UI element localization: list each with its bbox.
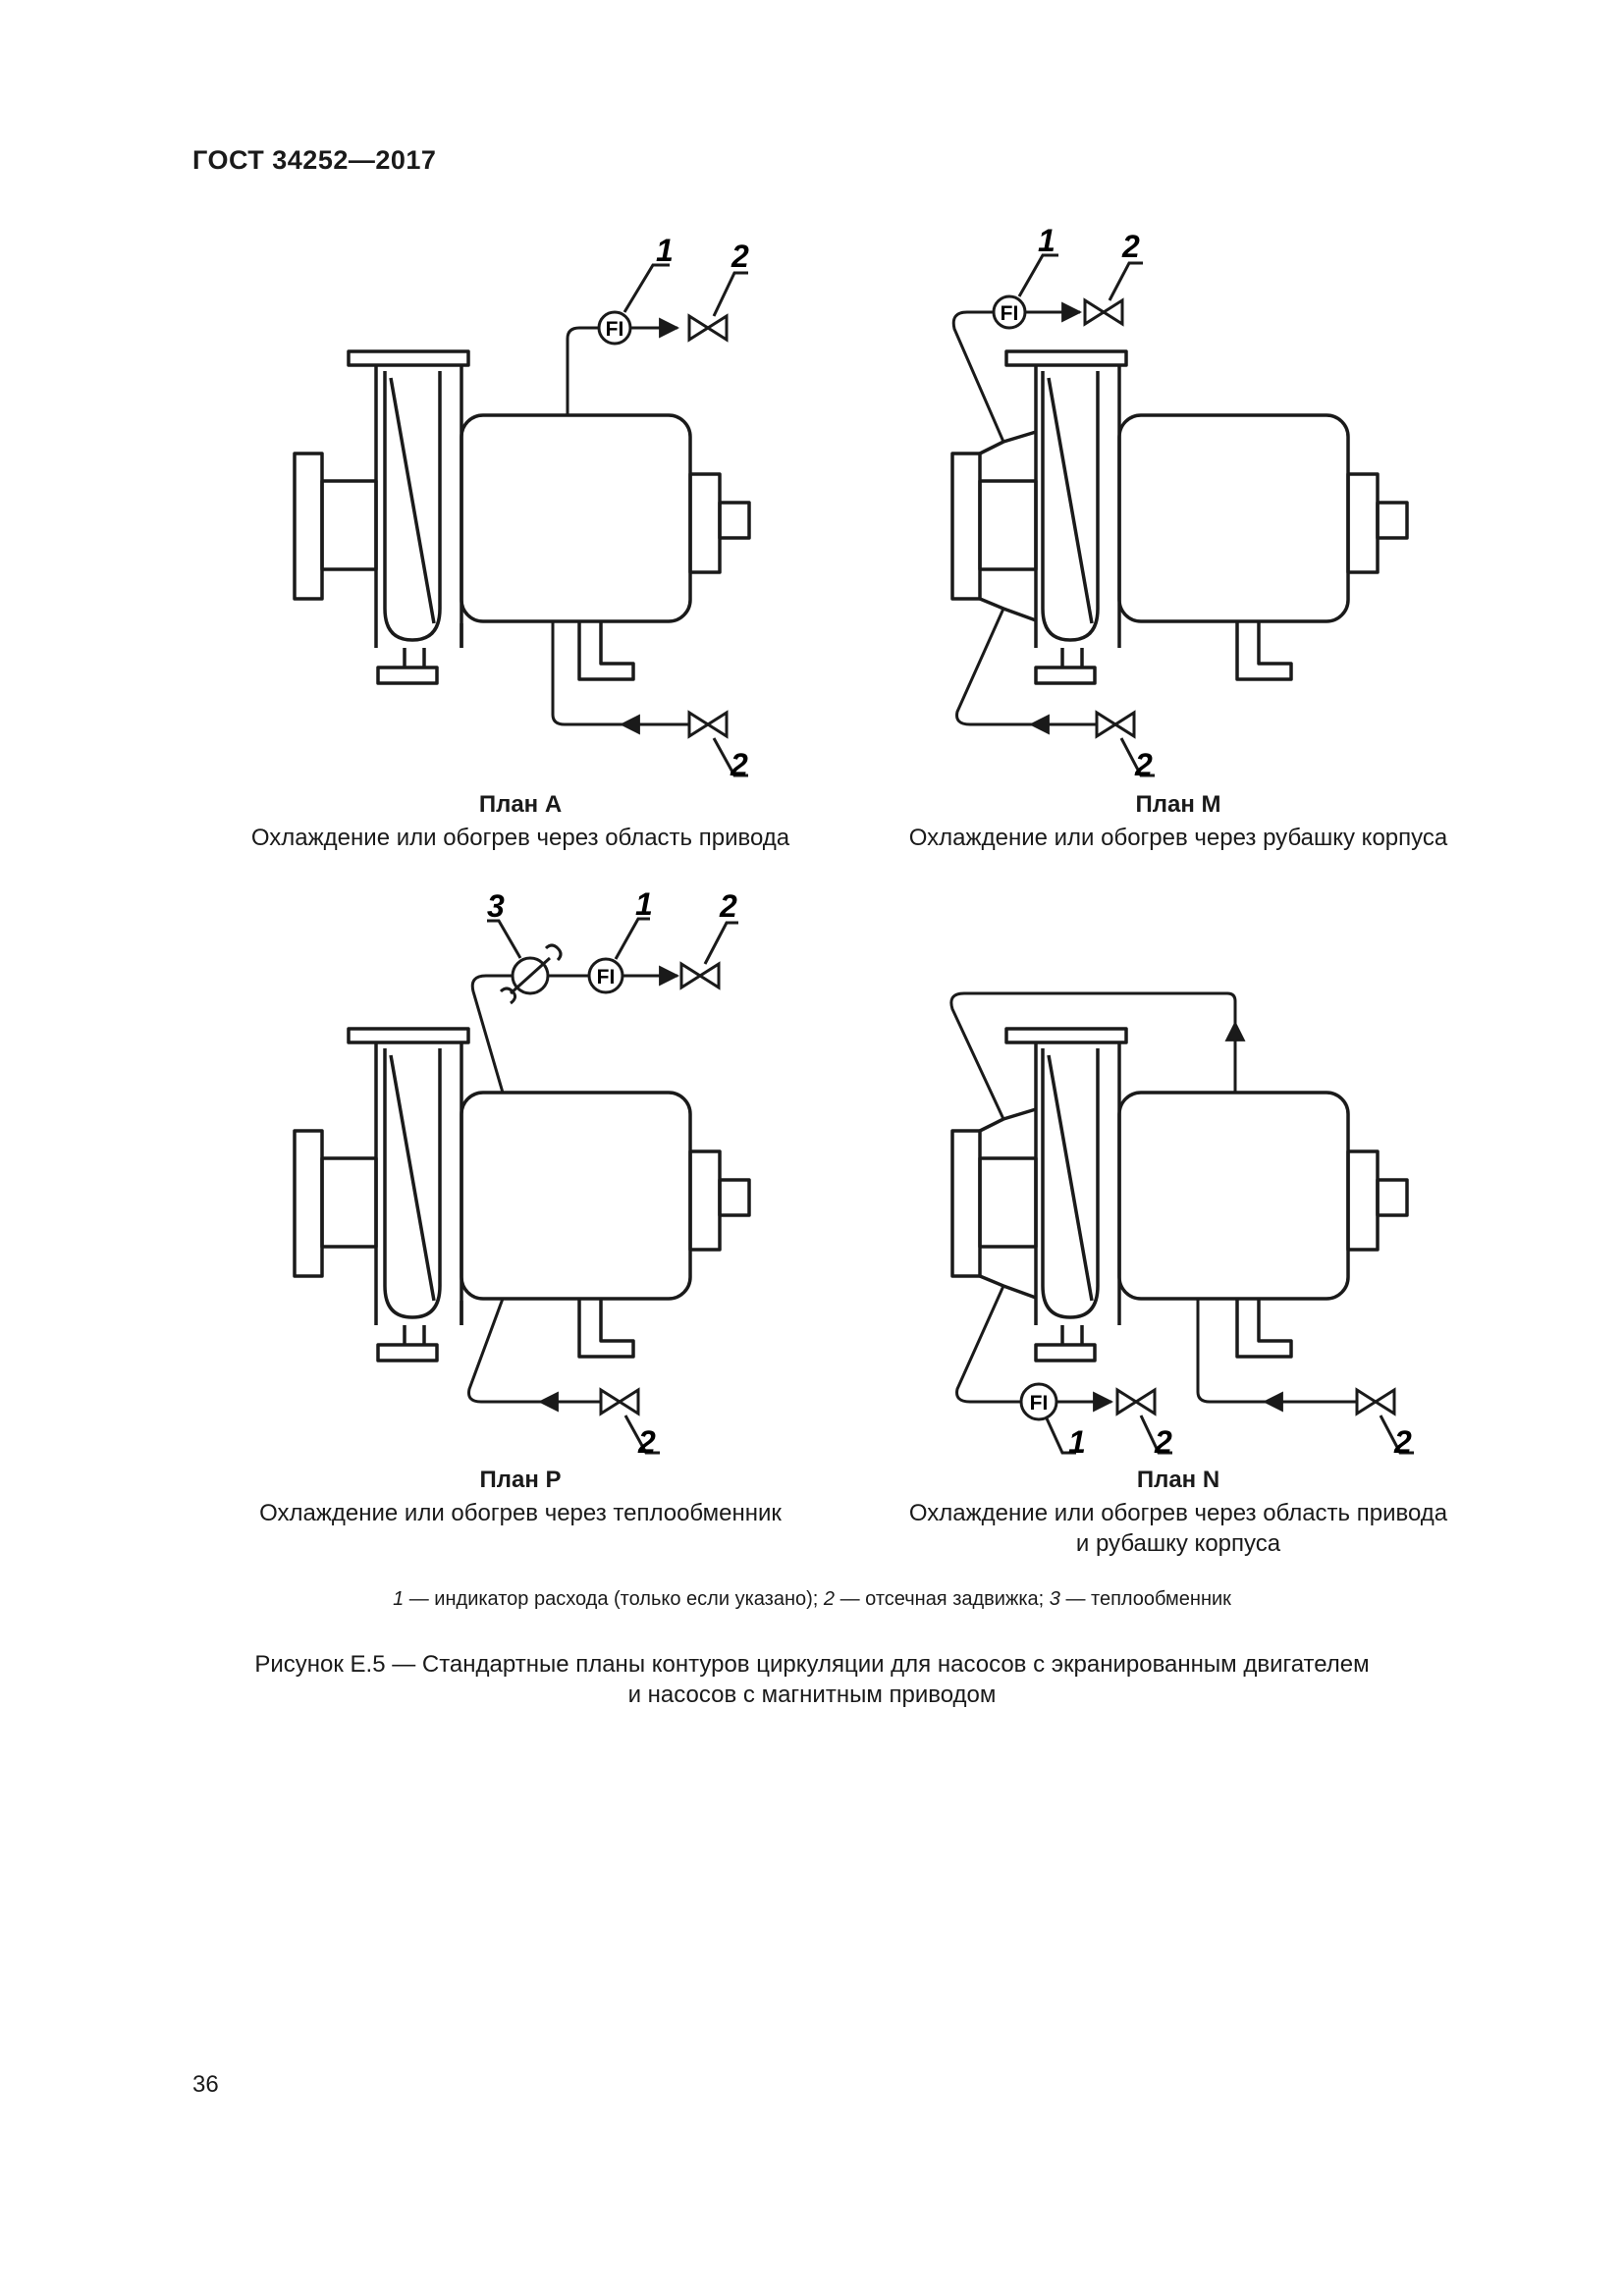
figure-caption: Рисунок Е.5 — Стандартные планы контуров циркуляции для насосов с экранированным двигателем и насосов с магнитным приводом bbox=[254, 1651, 1370, 1708]
plan-n-title: План N bbox=[1136, 1467, 1220, 1493]
legend-text-3: — теплообменник bbox=[1059, 1588, 1231, 1610]
plan-p-description: Охлаждение или обогрев через теплообменник bbox=[259, 1500, 782, 1526]
plan-a-label-2-bottom: 2 bbox=[731, 747, 748, 782]
plan-a-diagram bbox=[295, 233, 749, 782]
plan-m-label-1: 1 bbox=[1038, 223, 1056, 258]
plan-m-label-2-bottom: 2 bbox=[1135, 747, 1153, 782]
plan-a-title: План А bbox=[478, 791, 563, 818]
legend-num-3: 3 bbox=[1049, 1588, 1060, 1610]
plan-m-diagram bbox=[952, 223, 1407, 782]
flow-indicator-symbol: FI bbox=[1000, 302, 1019, 325]
legend-num-2: 2 bbox=[823, 1588, 836, 1610]
plan-a-label-1: 1 bbox=[656, 233, 674, 268]
page-number: 36 bbox=[192, 2071, 219, 2098]
plan-m-title: План М bbox=[1135, 791, 1221, 818]
legend-text-1: — индикатор расхода (только если указано); bbox=[404, 1588, 824, 1610]
plan-m-description: Охлаждение или обогрев через рубашку корпуса bbox=[908, 825, 1448, 851]
plan-p-title: План Р bbox=[479, 1467, 562, 1493]
flow-indicator-symbol: FI bbox=[596, 966, 616, 988]
figure-legend bbox=[0, 1588, 1624, 1611]
plan-n-label-1: 1 bbox=[1068, 1424, 1086, 1460]
plan-p-label-2-top: 2 bbox=[720, 888, 737, 924]
plan-a-description: Охлаждение или обогрев через область привода bbox=[250, 825, 790, 851]
flow-indicator-symbol: FI bbox=[605, 318, 624, 341]
plan-n-description: Охлаждение или обогрев через область привода и рубашку корпуса bbox=[908, 1500, 1448, 1557]
legend-text-2: — отсечная задвижка; bbox=[835, 1588, 1050, 1610]
plan-m-label-2-top: 2 bbox=[1122, 229, 1140, 264]
plan-n-label-2-left: 2 bbox=[1155, 1424, 1172, 1460]
legend-num-1: 1 bbox=[393, 1588, 405, 1610]
plan-p-label-2-bottom: 2 bbox=[638, 1424, 656, 1460]
document-header: ГОСТ 34252—2017 bbox=[192, 145, 437, 175]
plan-p-diagram bbox=[295, 886, 749, 1460]
plan-p-label-3: 3 bbox=[487, 888, 505, 924]
plan-n-diagram bbox=[951, 993, 1414, 1460]
plan-p-label-1: 1 bbox=[635, 886, 653, 922]
plan-n-label-2-right: 2 bbox=[1394, 1424, 1412, 1460]
plan-a-label-2-top: 2 bbox=[731, 239, 749, 274]
flow-indicator-symbol: FI bbox=[1029, 1392, 1049, 1415]
